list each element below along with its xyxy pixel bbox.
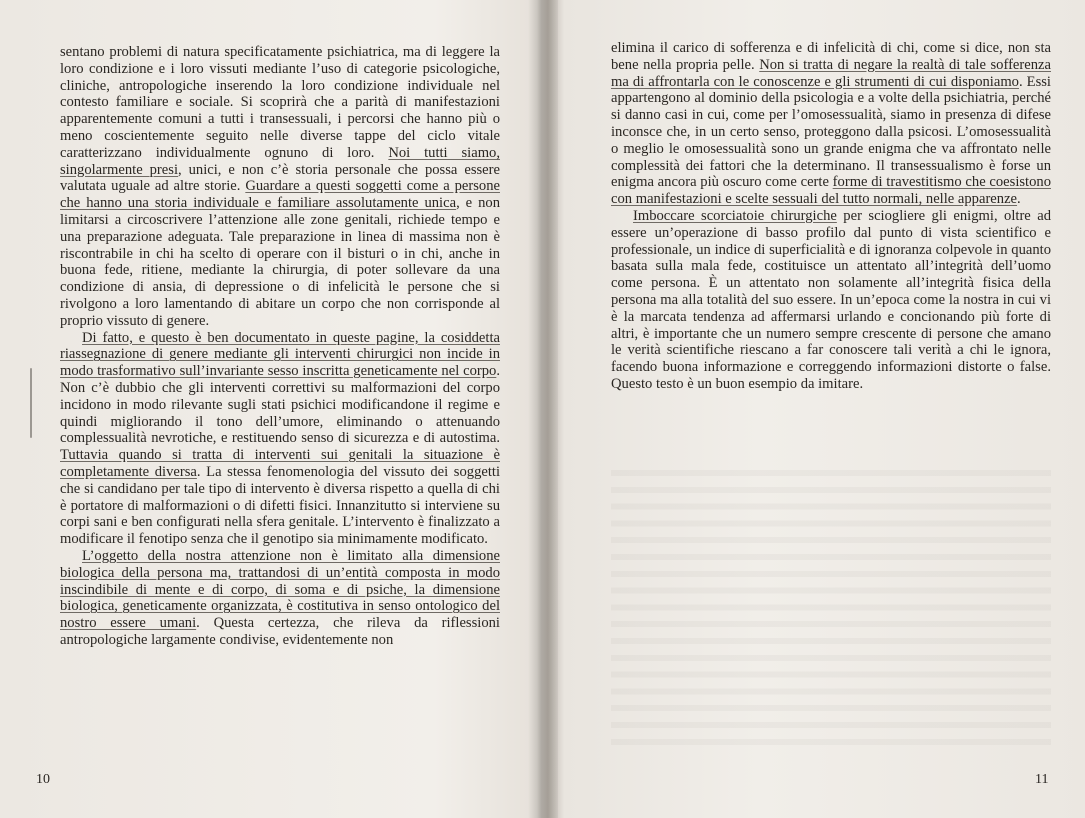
underlined-passage: Guardare a questi soggetti come a persone che hanno una storia individuale e familiare assolutamente unica: [60, 178, 500, 212]
margin-pencil-mark: [30, 368, 32, 438]
right-paragraph-1: [611, 40, 1051, 208]
right-page-text: [611, 40, 1051, 393]
text-run: elimina il carico di sofferenza e di infelicità di chi, come si dice, non sta bene nella propria pelle.: [611, 40, 1051, 73]
underlined-passage: forme di travestitismo che coesistono con manifestazioni e scelte sessuali del tutto normali, nelle apparenze: [611, 174, 1051, 208]
right-page: [545, 0, 1085, 818]
right-paragraph-2: [611, 208, 1051, 393]
left-paragraph-1: [60, 44, 500, 330]
text-run: . La stessa fenomenologia del vissuto dei soggetti che si candidano per tale tipo di intervento è diversa rispetto a quella di chi è portatore di malformazioni o di difetti fisici. Innanzitutto si interviene su corpi sani e ben configurati nella sfera genitale. L’intervento è finalizzato a modificare il fenotipo senza che il genotipo sia minimamente modificato.: [60, 463, 501, 548]
underlined-passage: Noi tutti siamo, singolarmente presi: [60, 144, 500, 178]
text-run: . Essi appartengono al dominio della psicologia e a volte della psichiatria, perché si danno casi in cui, come per l’omosessualità, siamo in presenza di difese inconsce che, in un certo senso, proteggono dalla psicosi. L’omosessualità o meglio le omosessualità sono un grande enigma che va affrontato nelle complessità dei fattori che la determinano. Il transessualismo è forse un enigma ancora più oscuro come certe: [611, 73, 1051, 191]
text-run: , e non limitarsi a circoscrivere l’attenzione alle zone genitali, richiede tempo e una preparazione adeguata. Tale preparazione in linea di massima non è riscontrabile in chi ha scelto di operare con il bisturi o in chi, anche in buona fede, ritiene, mediante la chirurgia, di poter sollevare da una condizione di ansia, di depressione o di infelicità le persone che si rivolgono a loro lamentando di abitare un corpo che non corrisponde al proprio vissuto di genere.: [60, 195, 500, 329]
text-run: sentano problemi di natura specificatamente psichiatrica, ma di leggere la loro condizione e i loro vissuti mediante l’uso di categorie psicologiche, cliniche, antropologiche inserendo la loro condizione individuale nel contesto familiare e sociale. Si scoprirà che a parità di manifestazioni apparentemente comuni a tutti i transessuali, i percorsi che hanno più o meno coscientemente seguito nelle diverse tappe del ciclo vitale caratterizzano individualmente ognuno di loro.: [60, 44, 500, 161]
left-page: [0, 0, 540, 818]
underlined-passage: Di fatto, e questo è ben documentato in queste pagine, la cosiddetta riassegnazione di genere mediante gli interventi chirurgici non incide in modo trasformativo sull’invariante sesso inscritta geneticamente nel corpo: [60, 329, 500, 380]
underlined-passage: Imboccare scorciatoie chirurgiche: [633, 207, 837, 224]
text-run: , unici, e non c’è storia personale che possa essere valutata uguale ad altre storie.: [60, 161, 500, 195]
underlined-passage: Non si tratta di negare la realtà di tale sofferenza ma di affrontarla con le conoscenze e gli strumenti di cui disponiamo: [611, 56, 1051, 90]
left-page-number: 10: [36, 772, 50, 787]
text-run: . Non c’è dubbio che gli interventi correttivi su malformazioni del corpo incidono in modo rilevante sugli stati psichici modificandone il regime e quindi migliorando il tono dell’umore, eliminando o attenuando complessualità nevrotiche, e restituendo senso di sicurezza e di autostima.: [60, 363, 500, 447]
text-run: per sciogliere gli enigmi, oltre ad essere un’operazione di basso profilo dal punto di vista scientifico e professionale, un indice di superficialità e di ignoranza colpevole in quanto basata sulla mala fede, costituisce un attentato all’integrità dell’uomo come persona. È un attentato non solamente all’integrità fisica della persona ma alla totalità del suo essere. In un’epoca come la nostra in cui vi è la marcata tendenza ad affermarsi urlando e concionando più forte di altri, è importante che un numero sempre crescente di persone che amano le verità scientifiche riescano a far conoscere tali verità a chi le ignora, facendo buona informazione e correggendo informazioni distorte o false. Questo testo è un buon esempio da imitare.: [611, 207, 1051, 392]
underlined-passage: L’oggetto della nostra attenzione non è limitato alla dimensione biologica della persona ma, trattandosi di un’entità composta in modo inscindibile di mente e di corpo, di soma e di psiche, la dimensione biologica, geneticamente organizzata, è costitutiva in senso ontologico del nostro essere umani: [60, 547, 500, 632]
bleed-through-text: [611, 470, 1051, 750]
left-paragraph-3: [60, 548, 500, 649]
text-run: . Questa certezza, che rileva da riflessioni antropologiche largamente condivise, evidentemente non: [60, 615, 500, 648]
underlined-passage: Tuttavia quando si tratta di interventi sui genitali la situazione è completamente diversa: [60, 447, 500, 480]
text-run: .: [1017, 191, 1021, 208]
left-page-text: [60, 44, 500, 649]
left-paragraph-2: [60, 330, 500, 548]
right-page-number: 11: [1035, 772, 1049, 787]
